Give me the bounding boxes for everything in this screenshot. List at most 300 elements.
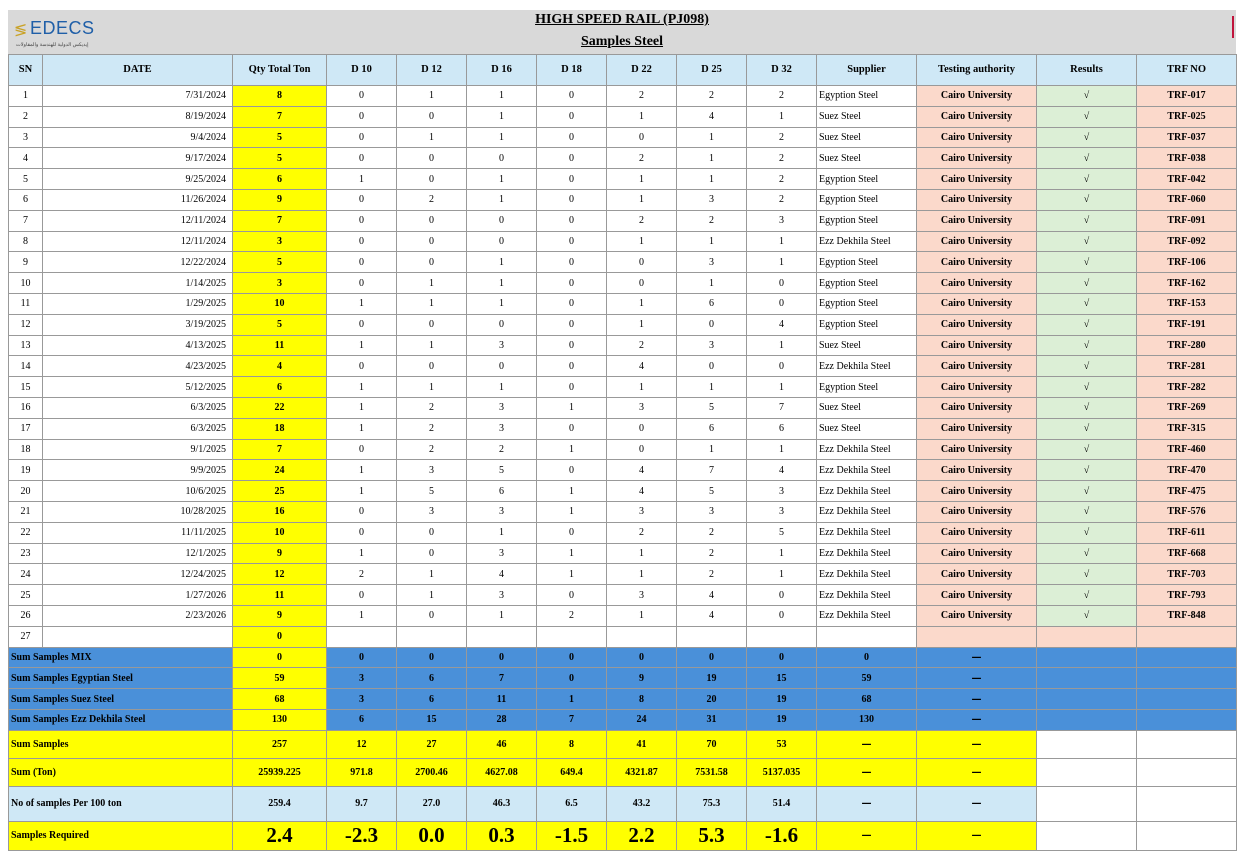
summary-d22[interactable]: 2.2	[607, 821, 677, 850]
col-trf-no[interactable]: TRF NO	[1137, 55, 1237, 86]
cell-supplier[interactable]: Egyption Steel	[817, 377, 917, 398]
cell-qty[interactable]: 3	[233, 273, 327, 294]
cell-result[interactable]: √	[1037, 335, 1137, 356]
cell-d32[interactable]: 0	[747, 273, 817, 294]
cell-d18[interactable]: 1	[537, 439, 607, 460]
cell-supplier[interactable]: Ezz Dekhila Steel	[817, 481, 917, 502]
cell-d16[interactable]: 4	[467, 564, 537, 585]
cell-result[interactable]: √	[1037, 377, 1137, 398]
cell-date[interactable]: 12/11/2024	[43, 210, 233, 231]
summary-qty[interactable]: 59	[233, 668, 327, 689]
cell-d22[interactable]: 2	[607, 210, 677, 231]
cell-d16[interactable]: 1	[467, 522, 537, 543]
cell-d18[interactable]: 0	[537, 293, 607, 314]
cell-d18[interactable]: 0	[537, 127, 607, 148]
summary-results-empty[interactable]	[1037, 730, 1137, 758]
cell-d10[interactable]: 0	[327, 522, 397, 543]
cell-qty[interactable]: 7	[233, 106, 327, 127]
cell-d18[interactable]: 1	[537, 564, 607, 585]
cell-d22[interactable]: 4	[607, 460, 677, 481]
summary-d32[interactable]: 19	[747, 689, 817, 710]
cell-d12[interactable]: 3	[397, 460, 467, 481]
col-d16[interactable]: D 16	[467, 55, 537, 86]
summary-supplier[interactable]: 0	[817, 647, 917, 668]
cell-trf-no[interactable]: TRF-460	[1137, 439, 1237, 460]
cell-d12[interactable]: 2	[397, 397, 467, 418]
summary-results-empty[interactable]	[1037, 647, 1137, 668]
col-results[interactable]: Results	[1037, 55, 1137, 86]
cell-sn[interactable]: 18	[9, 439, 43, 460]
cell-d10[interactable]	[327, 626, 397, 647]
cell-sn[interactable]: 4	[9, 148, 43, 169]
col-qty[interactable]: Qty Total Ton	[233, 55, 327, 86]
cell-d18[interactable]: 0	[537, 335, 607, 356]
cell-testing-authority[interactable]: Cairo University	[917, 314, 1037, 335]
cell-qty[interactable]: 24	[233, 460, 327, 481]
cell-trf-no[interactable]: TRF-703	[1137, 564, 1237, 585]
cell-d10[interactable]: 0	[327, 585, 397, 606]
summary-results-empty[interactable]	[1037, 758, 1137, 786]
summary-d10[interactable]: 971.8	[327, 758, 397, 786]
summary-d10[interactable]: 3	[327, 689, 397, 710]
cell-d12[interactable]: 0	[397, 148, 467, 169]
cell-d10[interactable]: 0	[327, 210, 397, 231]
cell-d16[interactable]: 1	[467, 377, 537, 398]
cell-d25[interactable]	[677, 626, 747, 647]
cell-d12[interactable]: 1	[397, 377, 467, 398]
cell-d18[interactable]: 0	[537, 148, 607, 169]
cell-d12[interactable]: 0	[397, 356, 467, 377]
summary-d18[interactable]: 1	[537, 689, 607, 710]
cell-d12[interactable]: 0	[397, 605, 467, 626]
cell-trf-no[interactable]: TRF-668	[1137, 543, 1237, 564]
cell-d22[interactable]: 1	[607, 564, 677, 585]
cell-d10[interactable]: 0	[327, 189, 397, 210]
summary-d32[interactable]: 53	[747, 730, 817, 758]
summary-d16[interactable]: 0	[467, 647, 537, 668]
cell-date[interactable]: 11/26/2024	[43, 189, 233, 210]
cell-d25[interactable]: 4	[677, 605, 747, 626]
cell-d22[interactable]: 3	[607, 397, 677, 418]
cell-d10[interactable]: 1	[327, 377, 397, 398]
cell-trf-no[interactable]: TRF-611	[1137, 522, 1237, 543]
cell-d16[interactable]: 1	[467, 169, 537, 190]
cell-d32[interactable]: 1	[747, 543, 817, 564]
cell-date[interactable]: 9/17/2024	[43, 148, 233, 169]
cell-d12[interactable]: 0	[397, 522, 467, 543]
cell-trf-no[interactable]: TRF-060	[1137, 189, 1237, 210]
cell-date[interactable]: 5/12/2025	[43, 377, 233, 398]
cell-testing-authority[interactable]: Cairo University	[917, 335, 1037, 356]
summary-d25[interactable]: 70	[677, 730, 747, 758]
cell-trf-no[interactable]: TRF-315	[1137, 418, 1237, 439]
summary-authority[interactable]: —	[917, 758, 1037, 786]
cell-d32[interactable]: 7	[747, 397, 817, 418]
cell-supplier[interactable]: Suez Steel	[817, 106, 917, 127]
cell-trf-no[interactable]: TRF-091	[1137, 210, 1237, 231]
cell-d32[interactable]: 0	[747, 356, 817, 377]
cell-d10[interactable]: 1	[327, 293, 397, 314]
cell-d16[interactable]: 1	[467, 293, 537, 314]
cell-result[interactable]: √	[1037, 273, 1137, 294]
cell-qty[interactable]: 8	[233, 86, 327, 107]
cell-qty[interactable]: 4	[233, 356, 327, 377]
cell-d10[interactable]: 0	[327, 231, 397, 252]
cell-supplier[interactable]: Suez Steel	[817, 127, 917, 148]
summary-d12[interactable]: 0	[397, 647, 467, 668]
cell-trf-no[interactable]: TRF-042	[1137, 169, 1237, 190]
cell-d32[interactable]: 2	[747, 86, 817, 107]
cell-testing-authority[interactable]: Cairo University	[917, 564, 1037, 585]
cell-d25[interactable]: 5	[677, 481, 747, 502]
cell-d22[interactable]: 0	[607, 273, 677, 294]
cell-d10[interactable]: 1	[327, 481, 397, 502]
cell-d18[interactable]: 2	[537, 605, 607, 626]
summary-d16[interactable]: 11	[467, 689, 537, 710]
col-d18[interactable]: D 18	[537, 55, 607, 86]
cell-sn[interactable]: 23	[9, 543, 43, 564]
col-sn[interactable]: SN	[9, 55, 43, 86]
cell-date[interactable]: 1/27/2026	[43, 585, 233, 606]
cell-d32[interactable]: 1	[747, 335, 817, 356]
cell-d12[interactable]: 0	[397, 210, 467, 231]
cell-d32[interactable]: 0	[747, 585, 817, 606]
cell-date[interactable]: 11/11/2025	[43, 522, 233, 543]
cell-trf-no[interactable]: TRF-282	[1137, 377, 1237, 398]
cell-date[interactable]: 1/14/2025	[43, 273, 233, 294]
cell-date[interactable]: 9/4/2024	[43, 127, 233, 148]
cell-d16[interactable]: 3	[467, 418, 537, 439]
cell-d22[interactable]: 2	[607, 335, 677, 356]
cell-d22[interactable]: 1	[607, 189, 677, 210]
cell-d12[interactable]: 0	[397, 231, 467, 252]
cell-d18[interactable]: 1	[537, 397, 607, 418]
summary-authority[interactable]: —	[917, 647, 1037, 668]
cell-testing-authority[interactable]: Cairo University	[917, 106, 1037, 127]
cell-d16[interactable]: 0	[467, 210, 537, 231]
cell-d12[interactable]: 0	[397, 252, 467, 273]
summary-qty[interactable]: 130	[233, 709, 327, 730]
cell-d10[interactable]: 1	[327, 418, 397, 439]
cell-result[interactable]: √	[1037, 293, 1137, 314]
cell-result[interactable]	[1037, 626, 1137, 647]
cell-testing-authority[interactable]: Cairo University	[917, 231, 1037, 252]
cell-date[interactable]: 2/23/2026	[43, 605, 233, 626]
cell-d22[interactable]: 4	[607, 356, 677, 377]
cell-date[interactable]: 8/19/2024	[43, 106, 233, 127]
summary-d25[interactable]: 31	[677, 709, 747, 730]
cell-testing-authority[interactable]: Cairo University	[917, 356, 1037, 377]
cell-supplier[interactable]: Suez Steel	[817, 148, 917, 169]
cell-d12[interactable]: 3	[397, 501, 467, 522]
cell-d22[interactable]: 4	[607, 481, 677, 502]
cell-qty[interactable]: 7	[233, 210, 327, 231]
cell-result[interactable]: √	[1037, 522, 1137, 543]
cell-qty[interactable]: 9	[233, 605, 327, 626]
cell-d12[interactable]: 1	[397, 127, 467, 148]
cell-supplier[interactable]: Ezz Dekhila Steel	[817, 501, 917, 522]
cell-trf-no[interactable]: TRF-153	[1137, 293, 1237, 314]
summary-d10[interactable]: 0	[327, 647, 397, 668]
cell-d18[interactable]: 1	[537, 481, 607, 502]
cell-sn[interactable]: 20	[9, 481, 43, 502]
cell-qty[interactable]: 9	[233, 543, 327, 564]
summary-results-empty[interactable]	[1037, 689, 1137, 710]
cell-trf-no[interactable]: TRF-106	[1137, 252, 1237, 273]
cell-qty[interactable]: 16	[233, 501, 327, 522]
cell-d10[interactable]: 1	[327, 335, 397, 356]
cell-qty[interactable]: 6	[233, 169, 327, 190]
summary-d10[interactable]: 12	[327, 730, 397, 758]
summary-d18[interactable]: 0	[537, 668, 607, 689]
cell-d25[interactable]: 3	[677, 335, 747, 356]
cell-d12[interactable]: 1	[397, 335, 467, 356]
cell-d22[interactable]: 2	[607, 522, 677, 543]
cell-d16[interactable]: 3	[467, 585, 537, 606]
summary-d18[interactable]: -1.5	[537, 821, 607, 850]
cell-d16[interactable]: 3	[467, 543, 537, 564]
cell-d32[interactable]: 2	[747, 169, 817, 190]
cell-date[interactable]: 10/6/2025	[43, 481, 233, 502]
summary-d12[interactable]: 27	[397, 730, 467, 758]
cell-trf-no[interactable]: TRF-475	[1137, 481, 1237, 502]
cell-qty[interactable]: 3	[233, 231, 327, 252]
cell-d18[interactable]: 0	[537, 418, 607, 439]
cell-d25[interactable]: 3	[677, 189, 747, 210]
cell-d25[interactable]: 1	[677, 169, 747, 190]
cell-d10[interactable]: 0	[327, 148, 397, 169]
summary-qty[interactable]: 0	[233, 647, 327, 668]
cell-result[interactable]: √	[1037, 460, 1137, 481]
cell-date[interactable]: 9/25/2024	[43, 169, 233, 190]
cell-d25[interactable]: 2	[677, 522, 747, 543]
cell-d25[interactable]: 4	[677, 585, 747, 606]
cell-sn[interactable]: 17	[9, 418, 43, 439]
summary-trf-empty[interactable]	[1137, 709, 1237, 730]
col-d22[interactable]: D 22	[607, 55, 677, 86]
cell-sn[interactable]: 26	[9, 605, 43, 626]
cell-trf-no[interactable]: TRF-848	[1137, 605, 1237, 626]
cell-result[interactable]: √	[1037, 86, 1137, 107]
cell-date[interactable]: 7/31/2024	[43, 86, 233, 107]
cell-d12[interactable]: 0	[397, 169, 467, 190]
summary-authority[interactable]: —	[917, 730, 1037, 758]
summary-supplier[interactable]: —	[817, 786, 917, 821]
summary-qty[interactable]: 2.4	[233, 821, 327, 850]
cell-d25[interactable]: 1	[677, 231, 747, 252]
cell-d22[interactable]: 3	[607, 501, 677, 522]
summary-supplier[interactable]: —	[817, 758, 917, 786]
cell-qty[interactable]: 11	[233, 585, 327, 606]
cell-date[interactable]: 6/3/2025	[43, 418, 233, 439]
cell-result[interactable]: √	[1037, 106, 1137, 127]
cell-date[interactable]: 4/23/2025	[43, 356, 233, 377]
summary-authority[interactable]: —	[917, 689, 1037, 710]
cell-d12[interactable]: 5	[397, 481, 467, 502]
cell-trf-no[interactable]: TRF-017	[1137, 86, 1237, 107]
summary-d32[interactable]: 0	[747, 647, 817, 668]
cell-d22[interactable]: 1	[607, 293, 677, 314]
cell-d18[interactable]: 0	[537, 231, 607, 252]
cell-date[interactable]: 12/1/2025	[43, 543, 233, 564]
cell-d25[interactable]: 1	[677, 273, 747, 294]
cell-d32[interactable]: 6	[747, 418, 817, 439]
cell-supplier[interactable]: Egyption Steel	[817, 210, 917, 231]
cell-supplier[interactable]: Egyption Steel	[817, 169, 917, 190]
cell-trf-no[interactable]: TRF-025	[1137, 106, 1237, 127]
summary-trf-empty[interactable]	[1137, 786, 1237, 821]
cell-d32[interactable]: 0	[747, 605, 817, 626]
cell-testing-authority[interactable]: Cairo University	[917, 501, 1037, 522]
summary-d10[interactable]: -2.3	[327, 821, 397, 850]
summary-d18[interactable]: 8	[537, 730, 607, 758]
summary-d22[interactable]: 43.2	[607, 786, 677, 821]
cell-d32[interactable]: 1	[747, 231, 817, 252]
cell-d16[interactable]: 3	[467, 397, 537, 418]
cell-d16[interactable]: 0	[467, 356, 537, 377]
cell-sn[interactable]: 15	[9, 377, 43, 398]
summary-supplier[interactable]: 59	[817, 668, 917, 689]
cell-testing-authority[interactable]: Cairo University	[917, 273, 1037, 294]
summary-d16[interactable]: 4627.08	[467, 758, 537, 786]
cell-testing-authority[interactable]: Cairo University	[917, 252, 1037, 273]
cell-result[interactable]: √	[1037, 397, 1137, 418]
cell-d22[interactable]: 0	[607, 127, 677, 148]
cell-d10[interactable]: 0	[327, 86, 397, 107]
cell-d18[interactable]: 0	[537, 106, 607, 127]
cell-d10[interactable]: 0	[327, 501, 397, 522]
cell-d10[interactable]: 0	[327, 127, 397, 148]
summary-d12[interactable]: 27.0	[397, 786, 467, 821]
cell-d12[interactable]: 2	[397, 189, 467, 210]
cell-qty[interactable]: 5	[233, 148, 327, 169]
cell-supplier[interactable]	[817, 626, 917, 647]
cell-sn[interactable]: 9	[9, 252, 43, 273]
cell-trf-no[interactable]	[1137, 626, 1237, 647]
summary-authority[interactable]: —	[917, 668, 1037, 689]
cell-testing-authority[interactable]: Cairo University	[917, 543, 1037, 564]
cell-d18[interactable]: 0	[537, 86, 607, 107]
cell-supplier[interactable]: Ezz Dekhila Steel	[817, 522, 917, 543]
cell-testing-authority[interactable]: Cairo University	[917, 522, 1037, 543]
summary-supplier[interactable]: —	[817, 730, 917, 758]
cell-testing-authority[interactable]: Cairo University	[917, 585, 1037, 606]
cell-d16[interactable]: 1	[467, 252, 537, 273]
cell-qty[interactable]: 10	[233, 522, 327, 543]
summary-authority[interactable]: —	[917, 821, 1037, 850]
cell-sn[interactable]: 13	[9, 335, 43, 356]
cell-d16[interactable]: 1	[467, 86, 537, 107]
cell-trf-no[interactable]: TRF-092	[1137, 231, 1237, 252]
cell-d32[interactable]: 3	[747, 210, 817, 231]
cell-result[interactable]: √	[1037, 501, 1137, 522]
cell-d12[interactable]: 2	[397, 439, 467, 460]
cell-supplier[interactable]: Suez Steel	[817, 397, 917, 418]
cell-supplier[interactable]: Ezz Dekhila Steel	[817, 543, 917, 564]
cell-sn[interactable]: 16	[9, 397, 43, 418]
cell-d16[interactable]: 1	[467, 189, 537, 210]
cell-sn[interactable]: 21	[9, 501, 43, 522]
summary-d32[interactable]: 19	[747, 709, 817, 730]
cell-sn[interactable]: 24	[9, 564, 43, 585]
cell-d32[interactable]: 1	[747, 564, 817, 585]
cell-d25[interactable]: 6	[677, 293, 747, 314]
cell-d16[interactable]: 1	[467, 106, 537, 127]
cell-d32[interactable]	[747, 626, 817, 647]
cell-d32[interactable]: 1	[747, 377, 817, 398]
cell-sn[interactable]: 22	[9, 522, 43, 543]
cell-result[interactable]: √	[1037, 585, 1137, 606]
summary-d22[interactable]: 41	[607, 730, 677, 758]
cell-d25[interactable]: 1	[677, 377, 747, 398]
summary-results-empty[interactable]	[1037, 786, 1137, 821]
summary-d22[interactable]: 4321.87	[607, 758, 677, 786]
cell-result[interactable]: √	[1037, 314, 1137, 335]
cell-trf-no[interactable]: TRF-280	[1137, 335, 1237, 356]
cell-trf-no[interactable]: TRF-793	[1137, 585, 1237, 606]
cell-trf-no[interactable]: TRF-191	[1137, 314, 1237, 335]
cell-d16[interactable]: 1	[467, 605, 537, 626]
cell-d10[interactable]: 0	[327, 106, 397, 127]
cell-d22[interactable]: 1	[607, 314, 677, 335]
cell-d18[interactable]: 0	[537, 314, 607, 335]
cell-d25[interactable]: 0	[677, 356, 747, 377]
cell-d25[interactable]: 2	[677, 210, 747, 231]
cell-qty[interactable]: 11	[233, 335, 327, 356]
cell-d18[interactable]: 1	[537, 501, 607, 522]
cell-testing-authority[interactable]: Cairo University	[917, 439, 1037, 460]
summary-d25[interactable]: 7531.58	[677, 758, 747, 786]
cell-d32[interactable]: 4	[747, 460, 817, 481]
cell-testing-authority[interactable]: Cairo University	[917, 377, 1037, 398]
summary-d18[interactable]: 6.5	[537, 786, 607, 821]
cell-qty[interactable]: 7	[233, 439, 327, 460]
cell-d18[interactable]: 0	[537, 252, 607, 273]
cell-date[interactable]: 10/28/2025	[43, 501, 233, 522]
cell-result[interactable]: √	[1037, 169, 1137, 190]
cell-d22[interactable]: 2	[607, 148, 677, 169]
summary-qty[interactable]: 25939.225	[233, 758, 327, 786]
cell-d32[interactable]: 3	[747, 501, 817, 522]
summary-d12[interactable]: 15	[397, 709, 467, 730]
cell-d25[interactable]: 2	[677, 86, 747, 107]
summary-d22[interactable]: 0	[607, 647, 677, 668]
cell-d25[interactable]: 3	[677, 252, 747, 273]
summary-trf-empty[interactable]	[1137, 647, 1237, 668]
summary-d32[interactable]: 51.4	[747, 786, 817, 821]
cell-d12[interactable]: 1	[397, 86, 467, 107]
cell-date[interactable]: 6/3/2025	[43, 397, 233, 418]
cell-trf-no[interactable]: TRF-037	[1137, 127, 1237, 148]
cell-testing-authority[interactable]: Cairo University	[917, 210, 1037, 231]
cell-result[interactable]: √	[1037, 210, 1137, 231]
summary-qty[interactable]: 259.4	[233, 786, 327, 821]
cell-trf-no[interactable]: TRF-576	[1137, 501, 1237, 522]
cell-d22[interactable]: 1	[607, 231, 677, 252]
cell-d22[interactable]: 1	[607, 543, 677, 564]
cell-testing-authority[interactable]: Cairo University	[917, 418, 1037, 439]
cell-trf-no[interactable]: TRF-281	[1137, 356, 1237, 377]
cell-date[interactable]: 1/29/2025	[43, 293, 233, 314]
cell-supplier[interactable]: Egyption Steel	[817, 314, 917, 335]
cell-sn[interactable]: 27	[9, 626, 43, 647]
summary-authority[interactable]: —	[917, 786, 1037, 821]
summary-results-empty[interactable]	[1037, 668, 1137, 689]
summary-trf-empty[interactable]	[1137, 668, 1237, 689]
cell-d32[interactable]: 2	[747, 127, 817, 148]
cell-date[interactable]: 12/22/2024	[43, 252, 233, 273]
summary-supplier[interactable]: 68	[817, 689, 917, 710]
